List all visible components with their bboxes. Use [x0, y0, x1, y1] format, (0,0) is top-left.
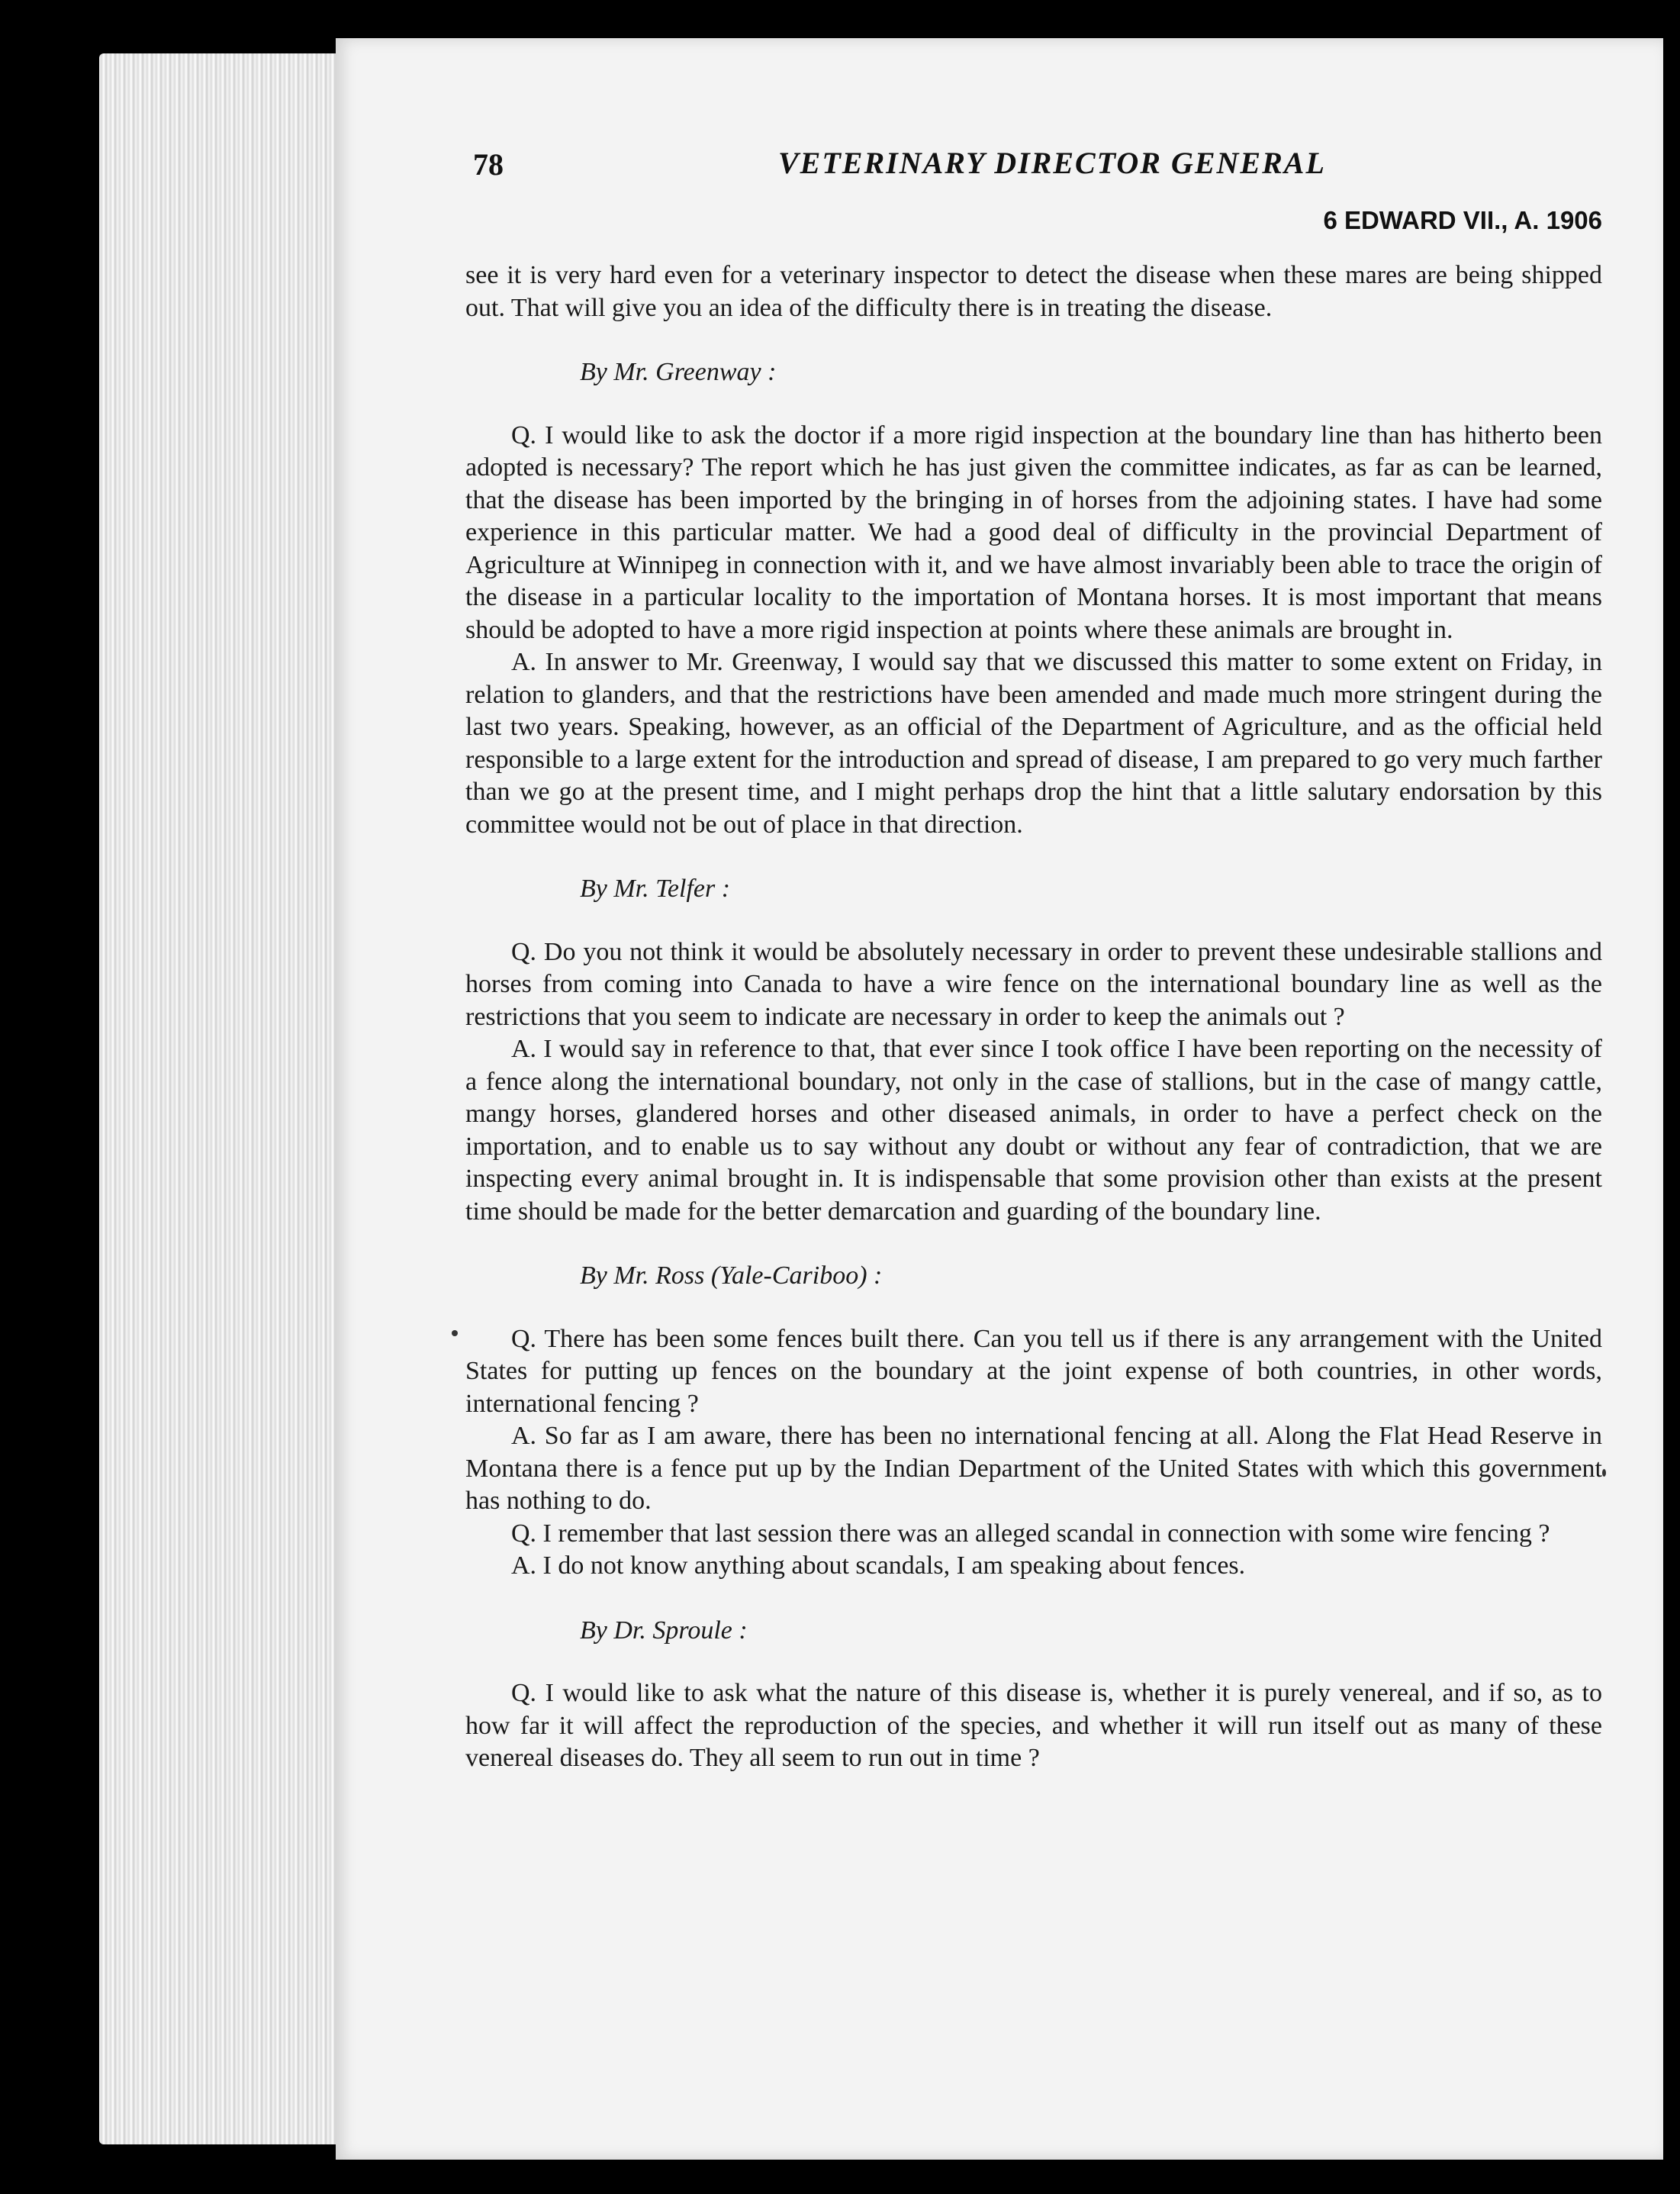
- paragraph: A. I do not know anything about scandals, I am speaking about fences.: [511, 1551, 1246, 1580]
- running-title: VETERINARY DIRECTOR GENERAL: [778, 146, 1326, 180]
- speaker-heading: By Dr. Sproule :: [580, 1616, 748, 1645]
- paragraph: A. I would say in reference to that, that ever since I took office I have been reporting on the necessity of a fence along the international boundary, not only in the case of stallions, but in the case of mangy cattle, mangy horses, glandered horses and other diseased animals, in order to have a perfect check on the importation, and to enable us to say without any doubt or without any fear of contradiction, that we are inspecting every animal brought in. It is indispensable that some provision other than exists at the present time should be made for the better demarcation and guarding of the boundary line.: [465, 1035, 1602, 1226]
- ink-speck: [1602, 1469, 1606, 1477]
- book-page-edges: [99, 53, 351, 2144]
- speaker-heading: By Mr. Ross (Yale-Cariboo) :: [580, 1261, 883, 1290]
- paragraph: A. In answer to Mr. Greenway, I would say that we discussed this matter to some extent on Friday, in relation to glanders, and that the restrictions have been amended and made much more stringent during the last two years. Speaking, however, as an official of the Department of Agriculture, and as the official held responsible to a large extent for the introduction and spread of disease, I am prepared to go very much farther than we go at the present time, and I might perhaps drop the hint that a little salutary endorsation by this committee would not be out of place in that direction.: [465, 648, 1602, 839]
- page-number: 78: [473, 147, 504, 182]
- paragraph: Q. Do you not think it would be absolutely necessary in order to prevent these undesirable stallions and horses from coming into Canada to have a wire fence on the international boundary line as well as the restrictions that you seem to indicate are necessary in order to keep the animals out ?: [465, 937, 1602, 1031]
- page-body: [465, 259, 1602, 1775]
- ink-speck: [452, 1330, 458, 1336]
- speaker-heading: By Mr. Greenway :: [580, 358, 777, 386]
- paragraph: Q. I remember that last session there was an alleged scandal in connection with some wire fencing ?: [511, 1519, 1550, 1548]
- paragraph: A. So far as I am aware, there has been no international fencing at all. Along the Flat Head Reserve in Montana there is a fence put up by the Indian Department of the United States with which this government has nothing to do.: [465, 1422, 1602, 1515]
- paragraph: see it is very hard even for a veterinary inspector to detect the disease when these mares are being shipped out. That will give you an idea of the difficulty there is in treating the disease.: [465, 261, 1602, 322]
- paragraph: Q. I would like to ask the doctor if a more rigid inspection at the boundary line than has hitherto been adopted is necessary? The report which he has just given the committee indicates, as far as can be learned, that the disease has been imported by the bringing in of horses from the adjoining states. I have had some experience in this particular matter. We had a good deal of difficulty in the provincial Department of Agriculture at Winnipeg in connection with it, and we have almost invariably been able to trace the origin of the disease in a particular locality to the importation of Montana horses. It is most important that means should be adopted to have a more rigid inspection at points where these animals are brought in.: [465, 420, 1602, 644]
- paragraph: Q. I would like to ask what the nature of this disease is, whether it is purely venereal, and if so, as to how far it will affect the reproduction of the species, and whether it will run itself out as many of these venereal diseases do. They all seem to run out in time ?: [465, 1679, 1602, 1772]
- paragraph: Q. There has been some fences built there. Can you tell us if there is any arrangement with the United States for putting up fences on the boundary at the joint expense of both countries, in other words, international fencing ?: [465, 1324, 1602, 1418]
- speaker-heading: By Mr. Telfer :: [580, 875, 731, 903]
- edition-label: 6 EDWARD VII., A. 1906: [1323, 206, 1602, 234]
- document-page: [336, 38, 1663, 2160]
